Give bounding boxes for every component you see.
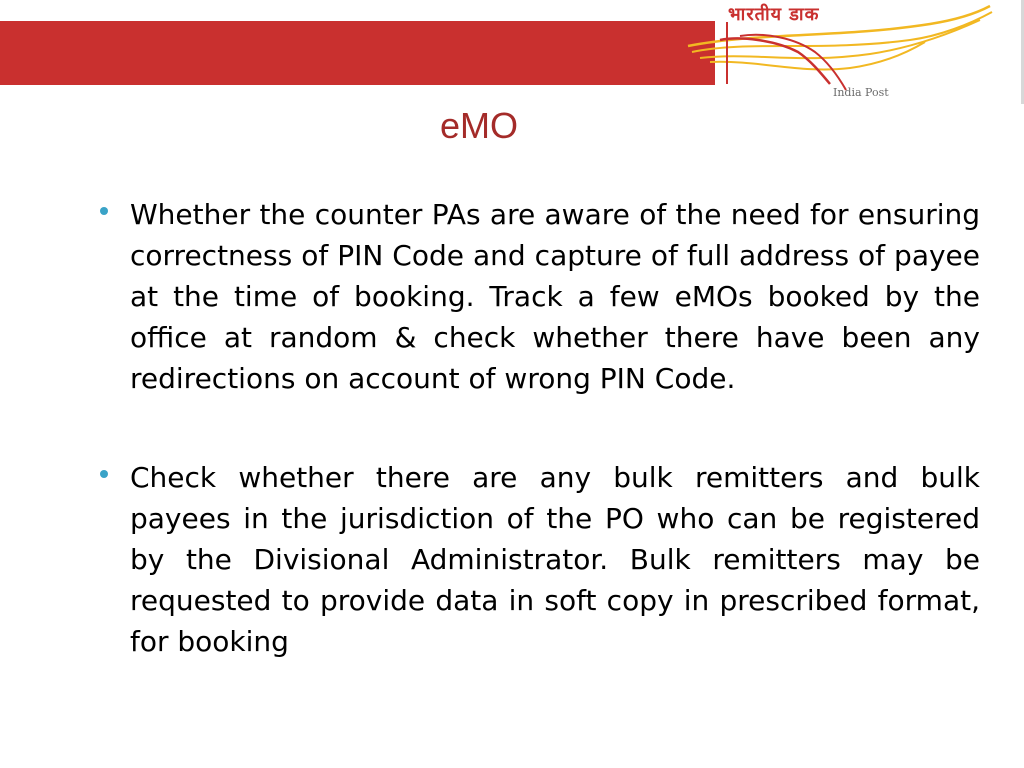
bullet-list bbox=[100, 194, 980, 720]
logo-hindi-text: भारतीय डाक bbox=[728, 4, 820, 25]
bullet-dot-icon bbox=[100, 207, 108, 215]
bullet-dot-icon bbox=[100, 470, 108, 478]
logo-english-text: India Post bbox=[833, 86, 889, 99]
slide-title: eMO bbox=[439, 105, 518, 146]
bullet-item bbox=[100, 457, 980, 662]
bullet-text: Whether the counter PAs are aware of the need for ensuring correctness of PIN Code and capture of full address of payee at the time of booking. Track a few eMOs booked by the office at random & check whether there have been any redirections on account of wrong PIN Code. bbox=[130, 198, 980, 395]
bullet-item bbox=[100, 194, 980, 399]
bullet-text: Check whether there are any bulk remitters and bulk payees in the jurisdiction of the PO who can be registered by the Divisional Administrator. Bulk remitters may be requested to provide data in soft copy in prescribed format, for booking bbox=[130, 461, 980, 658]
